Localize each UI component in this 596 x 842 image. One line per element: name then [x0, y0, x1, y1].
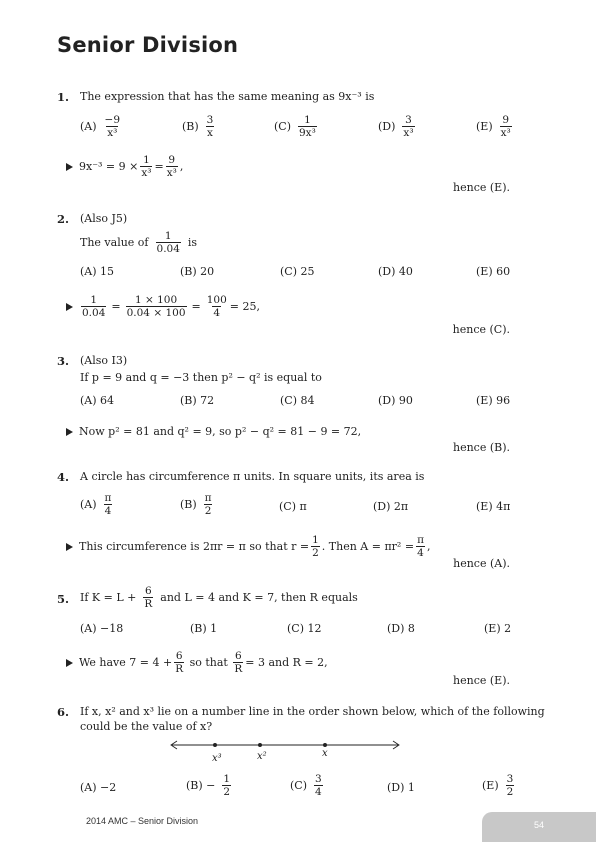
question-text	[80, 585, 358, 610]
option-label: (B) −	[186, 779, 216, 793]
option-b: (B) 20	[180, 265, 215, 278]
option-label: (E)	[482, 779, 499, 793]
solution-text: ,	[426, 540, 431, 554]
numerator: 100	[206, 294, 227, 306]
question-number: 4.	[57, 470, 70, 484]
denominator: 9x³	[299, 127, 316, 140]
numerator: 1	[304, 114, 311, 126]
solution	[66, 534, 430, 559]
denominator: 0.04 × 100	[126, 307, 186, 320]
question-text: could be the value of x?	[80, 720, 213, 733]
option-label: (B)	[180, 498, 197, 512]
solution-text: We have 7 = 4 +	[79, 656, 173, 670]
triangle-bullet-icon	[66, 428, 73, 436]
solution	[66, 425, 361, 438]
numerator: π	[204, 492, 212, 504]
answer: hence (C).	[452, 323, 510, 336]
fraction	[416, 534, 425, 559]
triangle-bullet-icon	[66, 303, 73, 311]
solution-text: This circumference is 2πr = π so that r =	[79, 540, 310, 554]
label-x: x	[322, 748, 328, 759]
numerator: 6	[234, 650, 242, 662]
denominator: 0.04	[82, 307, 106, 320]
option-e	[482, 773, 516, 798]
numerator: 1	[164, 230, 172, 242]
option-d: (D) 1	[387, 781, 415, 794]
numerator: 1	[143, 154, 150, 166]
denominator: x³	[107, 127, 118, 140]
fraction	[126, 294, 187, 319]
fraction	[166, 154, 178, 179]
fraction	[298, 114, 317, 139]
option-b	[182, 114, 216, 139]
option-a	[80, 114, 123, 139]
solution	[66, 650, 328, 675]
denominator: R	[144, 598, 153, 611]
denominator: 2	[223, 786, 231, 799]
option-c: (C) 84	[280, 394, 315, 407]
option-label: (C)	[290, 779, 307, 793]
triangle-bullet-icon	[66, 543, 73, 551]
option-a: (A) 15	[80, 265, 115, 278]
numerator: 1	[312, 534, 319, 546]
option-c: (C) π	[279, 500, 307, 513]
fraction	[233, 650, 243, 675]
numerator: 9	[168, 154, 176, 166]
option-d	[378, 114, 417, 139]
option-label: (D)	[378, 120, 396, 134]
page-number: 54	[533, 820, 544, 830]
numerator: 9	[502, 114, 510, 126]
denominator: x³	[403, 127, 414, 140]
answer: hence (B).	[452, 441, 510, 454]
fraction	[206, 114, 215, 139]
label-x-squared: x²	[257, 751, 267, 762]
fraction	[143, 585, 153, 610]
denominator: R	[234, 663, 243, 676]
option-c: (C) 25	[280, 265, 315, 278]
option-a: (A) −2	[80, 781, 117, 794]
question-number: 2.	[57, 212, 70, 226]
numerator: 3	[405, 114, 412, 126]
denominator: 4	[213, 307, 221, 320]
triangle-bullet-icon	[66, 659, 73, 667]
fraction	[500, 114, 512, 139]
option-e: (E) 4π	[476, 500, 511, 513]
solution-text: so that	[186, 656, 232, 670]
fraction	[140, 154, 152, 179]
option-e	[476, 114, 514, 139]
numerator: π	[104, 492, 112, 504]
numerator: 1	[90, 294, 98, 306]
fraction	[311, 534, 320, 559]
solution-text: Now p² = 81 and q² = 9, so p² − q² = 81 − 9 = 72,	[79, 425, 362, 438]
option-e: (E) 96	[476, 394, 511, 407]
option-d: (D) 2π	[373, 500, 409, 513]
option-a: (A) 64	[80, 394, 115, 407]
denominator: 4	[417, 547, 424, 560]
question-text: If x, x² and x³ lie on a number line in the order shown below, which of the following	[80, 705, 545, 718]
solution-text: . Then A = πr² =	[321, 540, 415, 554]
number-line	[160, 736, 410, 766]
equals-sign: =	[111, 300, 121, 314]
label-x-cubed: x³	[212, 753, 222, 764]
solution-text: =	[154, 160, 164, 174]
option-b	[186, 773, 233, 798]
answer: hence (E).	[453, 181, 510, 194]
option-d: (D) 40	[378, 265, 413, 278]
question-text-part: If K = L +	[80, 591, 137, 605]
option-b: (B) 1	[190, 622, 218, 635]
option-e: (E) 2	[484, 622, 512, 635]
denominator: x	[207, 127, 213, 140]
denominator: x³	[141, 167, 152, 180]
solution-text: = 25,	[229, 300, 260, 314]
numerator: 3	[506, 773, 514, 785]
answer: hence (E).	[453, 674, 510, 687]
denominator: x³	[166, 167, 177, 180]
question-text: If p = 9 and q = −3 then p² − q² is equal to	[80, 371, 322, 384]
solution-text: 9x⁻³ = 9 ×	[79, 160, 139, 174]
fraction	[314, 773, 323, 798]
triangle-bullet-icon	[66, 163, 73, 171]
option-c	[274, 114, 319, 139]
solution	[66, 154, 183, 179]
denominator: 2	[506, 786, 514, 799]
denominator: x³	[500, 127, 511, 140]
question-text: A circle has circumference π units. In square units, its area is	[80, 470, 425, 483]
numerator: 6	[175, 650, 183, 662]
fraction	[104, 492, 113, 517]
question-text: The expression that has the same meaning as 9x⁻³ is	[80, 90, 375, 103]
question-number: 3.	[57, 354, 70, 368]
denominator: 4	[315, 786, 322, 799]
point-x	[323, 743, 327, 747]
fraction	[81, 294, 106, 319]
question-ref: (Also I3)	[80, 354, 128, 367]
question-text-part: The value of	[80, 236, 149, 250]
fraction	[206, 294, 228, 319]
point-x-cubed	[213, 743, 217, 747]
numerator: π	[417, 534, 424, 546]
denominator: R	[175, 663, 184, 676]
fraction	[204, 492, 213, 517]
denominator: 2	[204, 505, 212, 518]
option-c	[290, 773, 325, 798]
denominator: 4	[104, 505, 112, 518]
option-a	[80, 492, 114, 517]
fraction	[156, 230, 181, 255]
option-e: (E) 60	[476, 265, 511, 278]
answer: hence (A).	[453, 557, 510, 570]
numerator: 3	[206, 114, 214, 126]
fraction	[506, 773, 515, 798]
footer-text: 2014 AMC – Senior Division	[86, 816, 199, 826]
fraction	[222, 773, 231, 798]
option-label: (C)	[274, 120, 291, 134]
option-label: (A)	[80, 120, 97, 134]
question-number: 5.	[57, 592, 70, 606]
option-label: (E)	[476, 120, 493, 134]
question-number: 1.	[57, 90, 70, 104]
question-text-part: is	[187, 236, 198, 250]
equals-sign: =	[191, 300, 201, 314]
fraction	[174, 650, 184, 675]
numerator: 1	[223, 773, 231, 785]
option-d: (D) 8	[387, 622, 415, 635]
solution	[66, 294, 260, 319]
solution-text: ,	[179, 160, 184, 174]
numerator: 1 × 100	[134, 294, 178, 306]
point-x-squared	[258, 743, 262, 747]
option-a: (A) −18	[80, 622, 124, 635]
numerator: 3	[315, 773, 322, 785]
fraction	[104, 114, 121, 139]
question-ref: (Also J5)	[80, 212, 128, 225]
option-b	[180, 492, 215, 517]
option-b: (B) 72	[180, 394, 215, 407]
question-text-part: and L = 4 and K = 7, then R equals	[160, 591, 358, 605]
solution-text: = 3 and R = 2,	[245, 656, 328, 670]
option-label: (B)	[182, 120, 199, 134]
option-d: (D) 90	[378, 394, 413, 407]
numerator: 6	[144, 585, 152, 597]
option-c: (C) 12	[287, 622, 322, 635]
option-label: (A)	[80, 498, 97, 512]
denominator: 2	[312, 547, 319, 560]
page-title: Senior Division	[57, 33, 239, 57]
denominator: 0.04	[156, 243, 180, 256]
question-text	[80, 230, 197, 255]
numerator: −9	[104, 114, 121, 126]
question-number: 6.	[57, 705, 70, 719]
fraction	[402, 114, 414, 139]
